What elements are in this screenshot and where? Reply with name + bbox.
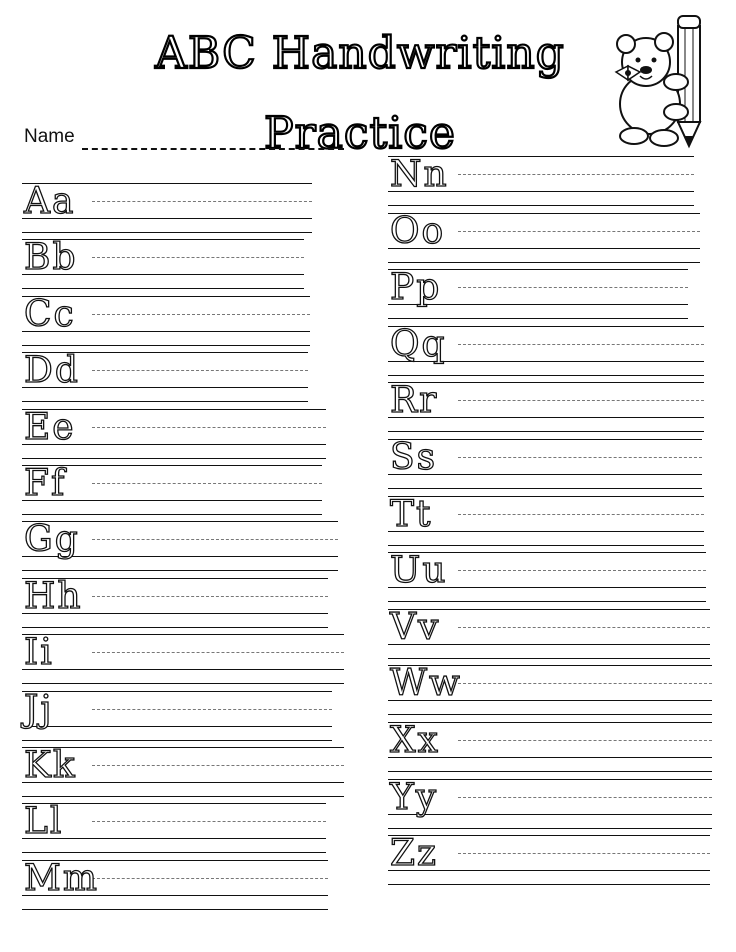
practice-row[interactable] (22, 575, 328, 628)
tracing-letters: Dd (24, 350, 80, 392)
practice-row[interactable] (22, 521, 338, 571)
mid-line (92, 483, 322, 484)
base-line (22, 500, 322, 501)
tracing-letters: Uu (390, 550, 448, 592)
desc-line (388, 884, 710, 885)
tracing-letters: Rr (390, 380, 439, 422)
desc-line (22, 514, 322, 515)
tracing-letters: Zz (390, 833, 438, 875)
mid-line (92, 201, 312, 202)
bear-pencil-icon (606, 12, 718, 152)
top-line (22, 691, 332, 692)
tracing-letters: Bb (24, 237, 78, 279)
mid-line (458, 514, 704, 515)
tracing-letters: Oo (390, 210, 446, 252)
base-line (22, 838, 326, 839)
tracing-letters: Pp (390, 267, 442, 309)
desc-line (22, 683, 344, 684)
tracing-letters: Aa (24, 181, 76, 222)
tracing-letters: Ss (390, 437, 438, 478)
desc-line (388, 714, 712, 715)
practice-row[interactable] (388, 156, 694, 206)
desc-line (22, 288, 304, 289)
mid-line (458, 797, 712, 798)
top-line (388, 496, 704, 497)
desc-line (388, 375, 704, 376)
desc-line (388, 658, 710, 659)
tracing-letters: Xx (390, 720, 440, 761)
mid-line (458, 740, 712, 741)
mid-line (92, 596, 328, 597)
desc-line (22, 740, 332, 741)
desc-line (22, 458, 326, 459)
tracing-letters: Vv (390, 606, 441, 648)
desc-line (388, 488, 702, 489)
tracing-letters: Mm (24, 857, 99, 899)
practice-row[interactable] (388, 776, 712, 829)
practice-row[interactable] (388, 269, 688, 319)
practice-row[interactable] (22, 465, 322, 515)
practice-row[interactable] (388, 722, 712, 772)
desc-line (22, 796, 344, 797)
mid-line (92, 765, 344, 766)
desc-line (388, 318, 688, 319)
tracing-letters: Ll (24, 801, 64, 843)
mid-line (92, 370, 308, 371)
mid-line (92, 709, 332, 710)
practice-row[interactable] (388, 323, 704, 376)
desc-line (388, 828, 712, 829)
practice-row[interactable] (22, 857, 328, 910)
tracing-letters: Tt (390, 493, 433, 535)
mid-line (458, 400, 704, 401)
base-line (22, 726, 332, 727)
mid-line (458, 853, 710, 854)
top-line (22, 465, 322, 466)
practice-row[interactable] (388, 552, 706, 602)
tracing-letters: Cc (24, 293, 76, 335)
desc-line (22, 852, 326, 853)
desc-line (22, 570, 338, 571)
tracing-letters: Gg (24, 519, 80, 561)
mid-line (458, 627, 710, 628)
name-field[interactable] (82, 148, 344, 150)
mid-line (92, 821, 326, 822)
practice-row[interactable] (22, 239, 304, 289)
mid-line (458, 570, 706, 571)
mid-line (458, 174, 694, 175)
mid-line (458, 287, 688, 288)
practice-row[interactable] (388, 382, 704, 432)
mid-line (92, 652, 344, 653)
practice-row[interactable] (22, 406, 326, 459)
desc-line (22, 232, 312, 233)
desc-line (388, 205, 694, 206)
mid-line (458, 344, 704, 345)
practice-row[interactable] (22, 634, 344, 684)
practice-row[interactable] (22, 747, 344, 797)
desc-line (388, 431, 704, 432)
base-line (22, 669, 344, 670)
tracing-letters: Ee (24, 406, 76, 448)
practice-row[interactable] (22, 803, 326, 853)
practice-row[interactable] (22, 688, 332, 741)
mid-line (458, 231, 700, 232)
mid-line (92, 539, 338, 540)
tracing-letters: Ii (24, 632, 54, 674)
top-line (22, 803, 326, 804)
tracing-letters: Ww (390, 663, 462, 705)
desc-line (22, 909, 328, 910)
desc-line (388, 545, 704, 546)
mid-line (92, 314, 310, 315)
tracing-letters: Ff (24, 463, 67, 504)
mid-line (92, 878, 328, 879)
practice-row[interactable] (388, 493, 704, 546)
practice-row[interactable] (388, 439, 702, 489)
tracing-letters: Qq (390, 323, 447, 365)
tracing-letters: Nn (390, 154, 449, 195)
mid-line (458, 683, 712, 684)
desc-line (388, 601, 706, 602)
tracing-letters: Hh (24, 575, 83, 617)
practice-row[interactable] (22, 183, 312, 233)
tracing-letters: Kk (24, 745, 77, 786)
practice-row[interactable] (22, 352, 308, 402)
desc-line (22, 401, 308, 402)
tracing-letters: Yy (390, 776, 439, 818)
practice-row[interactable] (388, 606, 710, 659)
name-label: Name (24, 126, 75, 147)
top-line (22, 634, 344, 635)
practice-row[interactable] (388, 210, 700, 263)
mid-line (92, 427, 326, 428)
mid-line (458, 457, 702, 458)
practice-row[interactable] (388, 665, 712, 715)
desc-line (388, 262, 700, 263)
base-line (388, 531, 704, 532)
tracing-letters: Jj (24, 688, 54, 730)
practice-row[interactable] (388, 835, 710, 885)
mid-line (92, 257, 304, 258)
desc-line (388, 771, 712, 772)
desc-line (22, 345, 310, 346)
desc-line (22, 627, 328, 628)
practice-row[interactable] (22, 293, 310, 346)
worksheet-title: ABC Handwriting Practice (155, 28, 565, 159)
